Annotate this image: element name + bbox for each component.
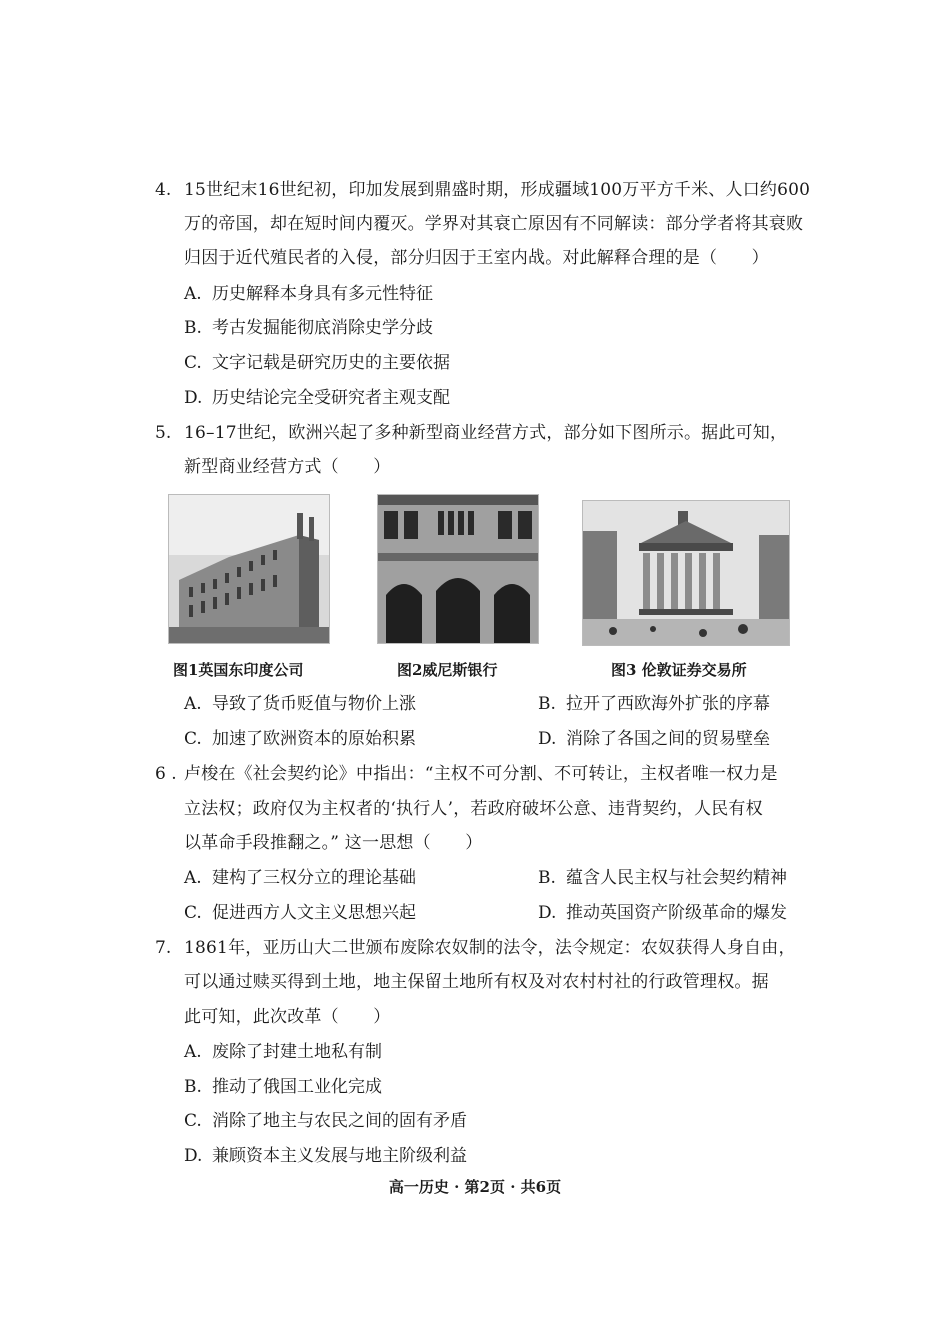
question-6-number: 6 . <box>155 764 177 784</box>
question-4-number: 4. <box>155 180 172 200</box>
venice-bank-image <box>377 494 539 644</box>
london-exchange-image <box>582 500 790 646</box>
question-4-line-2: 万的帝国，却在短时间内覆灭。学界对其衰亡原因有不同解读：部分学者将其衰败 <box>184 214 804 234</box>
question-5-option-a: A. 导致了货币贬值与物价上涨 <box>184 694 416 714</box>
question-4-option-c: C. 文字记载是研究历史的主要依据 <box>184 353 450 373</box>
question-4-option-a: A. 历史解释本身具有多元性特征 <box>184 284 433 304</box>
question-6-line-3: 以革命手段推翻之。” 这一思想（ ） <box>184 833 483 853</box>
question-6-option-d: D. 推动英国资产阶级革命的爆发 <box>538 903 787 923</box>
question-7-option-d: D. 兼顾资本主义发展与地主阶级利益 <box>184 1146 467 1166</box>
question-5-number: 5. <box>155 423 172 443</box>
question-4-option-d: D. 历史结论完全受研究者主观支配 <box>184 388 450 408</box>
question-5-line-2: 新型商业经营方式（ ） <box>184 457 391 477</box>
question-6-option-b: B. 蕴含人民主权与社会契约精神 <box>538 868 787 888</box>
question-7-option-c: C. 消除了地主与农民之间的固有矛盾 <box>184 1111 467 1131</box>
question-5-option-c: C. 加速了欧洲资本的原始积累 <box>184 729 416 749</box>
page-footer: 高一历史 · 第2页 · 共6页 <box>388 1178 562 1196</box>
question-5-line-1: 16–17世纪，欧洲兴起了多种新型商业经营方式，部分如下图所示。据此可知， <box>184 423 788 443</box>
question-7-number: 7. <box>155 938 172 958</box>
figure-3-caption: 图3 伦敦证券交易所 <box>611 661 747 679</box>
question-7-option-a: A. 废除了封建土地私有制 <box>184 1042 382 1062</box>
figure-1-caption: 图1英国东印度公司 <box>173 661 304 679</box>
question-5-option-b: B. 拉开了西欧海外扩张的序幕 <box>538 694 770 714</box>
east-india-company-image <box>168 494 330 644</box>
question-4-line-1: 15世纪末16世纪初，印加发展到鼎盛时期，形成疆域100万平方千米、人口约600 <box>184 180 811 200</box>
question-6-option-c: C. 促进西方人文主义思想兴起 <box>184 903 416 923</box>
question-7-line-2: 可以通过赎买得到土地，地主保留土地所有权及对农村村社的行政管理权。据 <box>184 972 769 992</box>
question-6-line-1: 卢梭在《社会契约论》中指出：“主权不可分割、不可转让，主权者唯一权力是 <box>184 764 778 784</box>
figure-2-caption: 图2威尼斯银行 <box>397 661 498 679</box>
question-7-line-3: 此可知，此次改革（ ） <box>184 1007 391 1027</box>
question-6-option-a: A. 建构了三权分立的理论基础 <box>184 868 416 888</box>
question-7-line-1: 1861年，亚历山大二世颁布废除农奴制的法令，法令规定：农奴获得人身自由， <box>184 938 796 958</box>
question-7-option-b: B. 推动了俄国工业化完成 <box>184 1077 382 1097</box>
question-6-line-2: 立法权；政府仅为主权者的‘执行人’，若政府破坏公意、违背契约，人民有权 <box>184 799 763 819</box>
question-5-option-d: D. 消除了各国之间的贸易壁垒 <box>538 729 770 749</box>
question-4-line-3: 归因于近代殖民者的入侵，部分归因于王室内战。对此解释合理的是（ ） <box>184 248 769 268</box>
question-4-option-b: B. 考古发掘能彻底消除史学分歧 <box>184 318 433 338</box>
